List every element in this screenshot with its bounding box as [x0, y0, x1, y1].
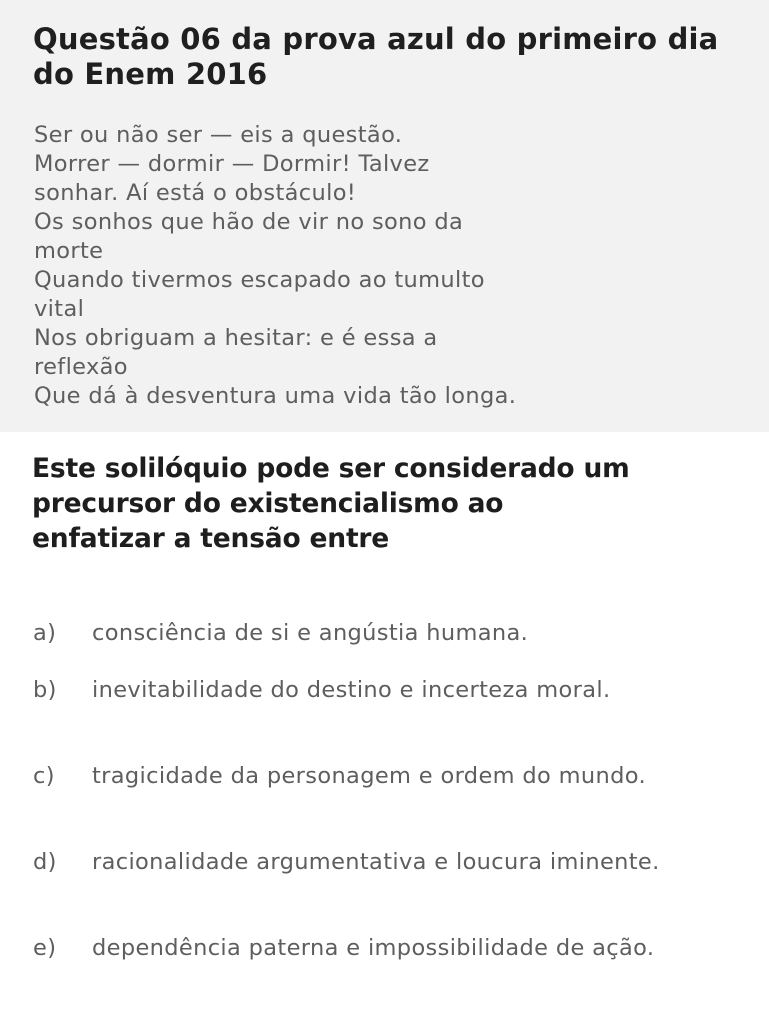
- hamlet-passage: [34, 121, 734, 411]
- option-letter: e): [33, 935, 57, 961]
- option-text: consciência de si e angústia humana.: [92, 620, 529, 646]
- option-text: inevitabilidade do destino e incerteza moral.: [92, 677, 611, 703]
- passage-line: reflexão: [34, 354, 128, 380]
- passage-line: Quando tivermos escapado ao tumulto: [34, 267, 485, 293]
- passage-line: morte: [34, 238, 104, 264]
- question-prompt: Este solilóquio pode ser considerado um precursor do existencialismo ao enfatizar a tensão entre: [32, 453, 630, 554]
- passage-line: Morrer — dormir — Dormir! Talvez: [34, 151, 430, 177]
- passage-line: Os sonhos que hão de vir no sono da: [34, 209, 464, 235]
- answer-option-c[interactable]: [33, 762, 733, 848]
- answer-option-e[interactable]: [33, 934, 733, 994]
- option-text: racionalidade argumentativa e loucura iminente.: [92, 849, 660, 875]
- passage-line: sonhar. Aí está o obstáculo!: [34, 180, 357, 206]
- option-letter: c): [33, 763, 55, 789]
- option-letter: d): [33, 849, 57, 875]
- option-text: dependência paterna e impossibilidade de ação.: [92, 935, 655, 961]
- passage-line: vital: [34, 296, 85, 322]
- answer-options: [33, 619, 733, 994]
- passage-header: [0, 0, 769, 432]
- passage-line: Que dá à desventura uma vida tão longa.: [34, 383, 517, 409]
- passage-line: Ser ou não ser — eis a questão.: [34, 122, 403, 148]
- question-title: Questão 06 da prova azul do primeiro dia do Enem 2016: [33, 22, 719, 91]
- answer-option-a[interactable]: [33, 619, 733, 676]
- answer-option-d[interactable]: [33, 848, 733, 934]
- passage-line: Nos obriguam a hesitar: e é essa a: [34, 325, 438, 351]
- option-letter: a): [33, 620, 57, 646]
- answer-option-b[interactable]: [33, 676, 733, 762]
- option-letter: b): [33, 677, 57, 703]
- option-text: tragicidade da personagem e ordem do mundo.: [92, 763, 646, 789]
